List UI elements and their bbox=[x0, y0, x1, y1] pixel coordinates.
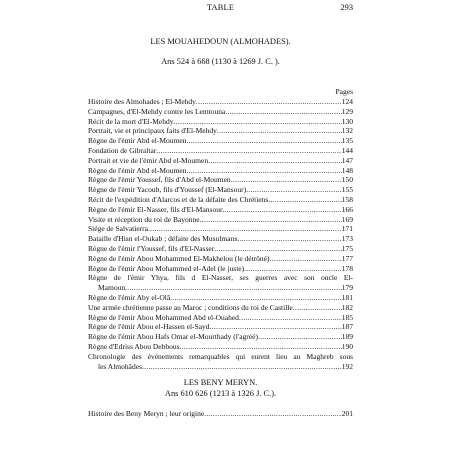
toc-entry bbox=[88, 195, 353, 205]
toc-entry-page: 150 bbox=[341, 175, 353, 185]
dot-leader bbox=[270, 254, 342, 264]
toc-entry bbox=[88, 146, 353, 156]
toc-entry-title: Règne de l'émir Abd el-Moumen bbox=[88, 136, 187, 146]
toc-entry bbox=[88, 136, 353, 146]
dot-leader bbox=[174, 117, 342, 127]
toc-entry-page: 130 bbox=[341, 116, 353, 126]
toc-entry bbox=[88, 273, 353, 283]
toc-entry-page: 129 bbox=[341, 106, 353, 116]
toc-entry-page: 173 bbox=[341, 234, 353, 244]
toc-entry bbox=[88, 215, 353, 225]
toc-entry-title: Chronologie des événements remarquables qui eurent lieu au Maghreb sous bbox=[88, 351, 353, 361]
toc-entry-page: 189 bbox=[341, 332, 353, 342]
dot-leader bbox=[210, 322, 342, 332]
toc-entry-title: Récit de l'expédition d'Alarcos et de la défaite des Chrétiens bbox=[88, 194, 269, 204]
toc-entry-title: Règne de l'émir Yacoub, fils d'Youssef (El-Mansour) bbox=[88, 185, 247, 195]
dot-leader bbox=[180, 342, 342, 352]
toc-entry bbox=[88, 117, 353, 127]
section-subtitle-beny-meryn: Ans 610 626 (1213 à 1326 J. C.). bbox=[164, 389, 277, 398]
toc-entry bbox=[88, 166, 353, 176]
toc-list-almohades bbox=[88, 97, 353, 371]
toc-entry-title: Règne de l'émir l'Youssef, fils d'El-Nasser bbox=[88, 243, 215, 253]
toc-entry bbox=[88, 313, 353, 323]
toc-entry-title: Portrait, vie et principaux faits d'El-Mehdy bbox=[88, 126, 217, 136]
toc-entry-title: Visite et réception du roi de Bayonne bbox=[88, 214, 200, 224]
toc-entry-title: Règne d'Edriss Abou Debbous bbox=[88, 341, 180, 351]
toc-entry bbox=[88, 244, 353, 254]
dot-leader bbox=[225, 107, 341, 117]
toc-entry bbox=[88, 205, 353, 215]
toc-entry-title: Siége de Salvatierra bbox=[88, 224, 148, 234]
toc-entry-title: Règne de l'émir Abou Mohammed El-Makhelou (le détrôné) bbox=[88, 253, 270, 263]
toc-entry bbox=[88, 362, 353, 372]
dot-leader bbox=[293, 303, 342, 313]
toc-entry-page: 147 bbox=[341, 155, 353, 165]
dot-leader bbox=[186, 136, 341, 146]
toc-entry-page: 179 bbox=[341, 283, 353, 293]
dot-leader bbox=[200, 215, 342, 225]
toc-entry-page: 192 bbox=[341, 361, 353, 371]
dot-leader bbox=[231, 175, 342, 185]
toc-entry-page: 185 bbox=[341, 312, 353, 322]
toc-entry-title: Mamoun bbox=[98, 283, 126, 293]
toc-entry-title: Règne de l'émir Abou Mohammed el-Adel (le juste) bbox=[88, 263, 245, 273]
toc-entry-page: 144 bbox=[341, 145, 353, 155]
toc-entry-title: Fondation de Gibraltar bbox=[88, 145, 157, 155]
toc-entry-page: 181 bbox=[341, 292, 353, 302]
toc-entry bbox=[88, 107, 353, 117]
toc-entry bbox=[88, 322, 353, 332]
dot-leader bbox=[148, 224, 342, 234]
toc-entry bbox=[88, 175, 353, 185]
toc-entry-page: 175 bbox=[341, 243, 353, 253]
toc-entry-title: Règne de l'émir Abou Mohammed Abd el-Ouahed bbox=[88, 312, 239, 322]
dot-leader bbox=[186, 166, 341, 176]
toc-entry-title: Règne de l'émir Abou el-Hassen el-Sayd bbox=[88, 322, 210, 332]
dot-leader bbox=[268, 195, 341, 205]
toc-entry-page: 177 bbox=[341, 253, 353, 263]
toc-entry-page: 178 bbox=[341, 263, 353, 273]
dot-leader bbox=[217, 126, 342, 136]
toc-entry-page: 182 bbox=[341, 302, 353, 312]
section-title-almohades: LES MOUAHEDOUN (ALMOHADES). bbox=[150, 37, 291, 46]
dot-leader bbox=[222, 205, 341, 215]
toc-entry-page: 132 bbox=[341, 126, 353, 136]
toc-entry-page: 166 bbox=[341, 204, 353, 214]
dot-leader bbox=[246, 185, 342, 195]
toc-entry-title: Campagnes, d'El-Mehdy contre les Lemtouna bbox=[88, 106, 226, 116]
dot-leader bbox=[258, 332, 342, 342]
toc-entry bbox=[88, 342, 353, 352]
toc-entry bbox=[88, 264, 353, 274]
toc-entry-title: Histoire des Beny Meryn ; leur origine bbox=[88, 409, 205, 418]
dot-leader bbox=[142, 362, 342, 372]
toc-entry bbox=[88, 234, 353, 244]
dot-leader bbox=[204, 409, 342, 419]
toc-entry bbox=[88, 409, 353, 419]
toc-entry-title: Histoire des Almohades ; El-Mehdy bbox=[88, 97, 196, 106]
toc-entry bbox=[88, 156, 353, 166]
section-subtitle-almohades: Ans 524 à 668 (1130 à 1269 J. C. ). bbox=[161, 57, 280, 66]
toc-entry bbox=[88, 224, 353, 234]
toc-entry bbox=[88, 303, 353, 313]
toc-entry-title: Règne de l'émir Aby el-Olâ bbox=[88, 292, 171, 302]
toc-entry-title: Règne de l'émir El-Nasser, fils d'El-Mansour bbox=[88, 204, 223, 214]
pages-column-label: Pages bbox=[335, 87, 353, 96]
toc-entry-page: 148 bbox=[341, 165, 353, 175]
toc-entry-page: 201 bbox=[341, 409, 353, 418]
dot-leader bbox=[196, 97, 342, 107]
toc-entry bbox=[88, 332, 353, 342]
dot-leader bbox=[214, 244, 342, 254]
toc-entry-page: 135 bbox=[341, 136, 353, 146]
toc-entry-title: Portrait et vie de l'émir Abd el-Moumen bbox=[88, 155, 209, 165]
dot-leader bbox=[237, 234, 342, 244]
toc-entry-page: 155 bbox=[341, 185, 353, 195]
dot-leader bbox=[156, 146, 341, 156]
running-title: TABLE bbox=[206, 3, 235, 12]
dot-leader bbox=[125, 283, 342, 293]
toc-entry bbox=[88, 293, 353, 303]
toc-list-beny-meryn bbox=[88, 409, 353, 419]
toc-entry bbox=[88, 254, 353, 264]
toc-entry-page: 187 bbox=[341, 322, 353, 332]
toc-entry-title: Récit de la mort d'El-Mehdy bbox=[88, 116, 174, 126]
toc-entry-page: 124 bbox=[341, 97, 353, 106]
dot-leader bbox=[244, 264, 342, 274]
toc-entry-title: les Almohâdes bbox=[98, 361, 142, 371]
toc-entry-title: Une armée chrétienne passe au Maroc ; conditions du roi de Castille bbox=[88, 302, 293, 312]
toc-entry-title: Règne de l'émir Yhya, fils d El-Nasser, ses guerres avec son oncle El- bbox=[88, 273, 353, 283]
dot-leader bbox=[170, 293, 342, 303]
toc-entry-page: 158 bbox=[341, 194, 353, 204]
dot-leader bbox=[208, 156, 342, 166]
toc-entry-title: Règne de l'émir Youssef, fils d'Abd el-Moumen bbox=[88, 175, 231, 185]
dot-leader bbox=[239, 313, 342, 323]
toc-entry bbox=[88, 97, 353, 107]
page-number: 293 bbox=[340, 3, 353, 12]
section-title-beny-meryn: LES BENY MERYN. bbox=[183, 378, 258, 387]
toc-entry bbox=[88, 185, 353, 195]
toc-entry-title: Règne de l'émir Abou Hafs Omar el-Mourthady (l'agréé) bbox=[88, 332, 258, 342]
toc-entry-title: Bataille d'Hisn el-Oukab ; défaite des Musulmans bbox=[88, 234, 238, 244]
toc-entry-page: 169 bbox=[341, 214, 353, 224]
toc-entry-page: 190 bbox=[341, 341, 353, 351]
toc-entry bbox=[88, 283, 353, 293]
toc-entry-page: 171 bbox=[341, 224, 353, 234]
toc-entry bbox=[88, 126, 353, 136]
toc-entry bbox=[88, 352, 353, 362]
toc-entry-title: Règne de l'émir Abd el-Moumen bbox=[88, 165, 187, 175]
